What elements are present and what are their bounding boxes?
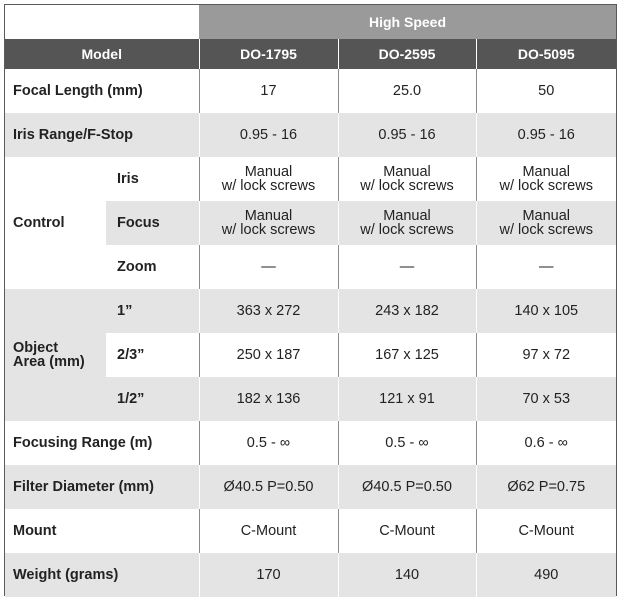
filter-diameter-value: Ø62 P=0.75: [476, 465, 616, 509]
high-speed-header: High Speed: [199, 5, 616, 39]
object-area-value: 70 x 53: [476, 377, 616, 421]
group-header-row: [5, 5, 616, 39]
control-zoom-value: —: [476, 245, 616, 289]
control-iris-value: Manual w/ lock screws: [199, 157, 338, 201]
weight-row: [5, 553, 616, 597]
control-focus-value: Manual w/ lock screws: [199, 201, 338, 245]
focal-length-value: 50: [476, 69, 616, 113]
model-1-header: DO-1795: [199, 39, 338, 69]
mount-label: Mount: [5, 509, 199, 553]
control-iris-value: Manual w/ lock screws: [338, 157, 476, 201]
iris-range-value: 0.95 - 16: [199, 113, 338, 157]
mount-value: C-Mount: [199, 509, 338, 553]
control-zoom-label: Zoom: [106, 245, 199, 289]
control-label: Control: [5, 157, 106, 289]
object-area-label: Object Area (mm): [5, 289, 106, 421]
mount-row: [5, 509, 616, 553]
object-area-value: 140 x 105: [476, 289, 616, 333]
control-iris-row: [5, 157, 616, 201]
object-area-value: 182 x 136: [199, 377, 338, 421]
object-area-value: 243 x 182: [338, 289, 476, 333]
model-header-row: [5, 39, 616, 69]
object-area-format-label: 2/3”: [106, 333, 199, 377]
focusing-range-row: [5, 421, 616, 465]
control-zoom-value: —: [338, 245, 476, 289]
object-area-value: 167 x 125: [338, 333, 476, 377]
object-area-format-label: 1/2”: [106, 377, 199, 421]
object-area-value: 97 x 72: [476, 333, 616, 377]
iris-range-label: Iris Range/F-Stop: [5, 113, 199, 157]
weight-value: 140: [338, 553, 476, 597]
model-2-header: DO-2595: [338, 39, 476, 69]
control-iris-value: Manual w/ lock screws: [476, 157, 616, 201]
focusing-range-value: 0.6 - ∞: [476, 421, 616, 465]
focusing-range-label: Focusing Range (m): [5, 421, 199, 465]
model-label: Model: [5, 39, 199, 69]
blank-cell: [5, 5, 199, 39]
object-area-value: 121 x 91: [338, 377, 476, 421]
weight-value: 490: [476, 553, 616, 597]
model-3-header: DO-5095: [476, 39, 616, 69]
control-focus-label: Focus: [106, 201, 199, 245]
mount-value: C-Mount: [476, 509, 616, 553]
mount-value: C-Mount: [338, 509, 476, 553]
spec-table: [5, 5, 616, 597]
weight-label: Weight (grams): [5, 553, 199, 597]
object-area-value: 250 x 187: [199, 333, 338, 377]
focal-length-value: 17: [199, 69, 338, 113]
focusing-range-value: 0.5 - ∞: [338, 421, 476, 465]
control-focus-value: Manual w/ lock screws: [476, 201, 616, 245]
iris-range-value: 0.95 - 16: [338, 113, 476, 157]
object-area-value: 363 x 272: [199, 289, 338, 333]
iris-range-row: [5, 113, 616, 157]
focal-length-label: Focal Length (mm): [5, 69, 199, 113]
control-zoom-value: —: [199, 245, 338, 289]
focal-length-value: 25.0: [338, 69, 476, 113]
iris-range-value: 0.95 - 16: [476, 113, 616, 157]
filter-diameter-label: Filter Diameter (mm): [5, 465, 199, 509]
filter-diameter-value: Ø40.5 P=0.50: [199, 465, 338, 509]
object-area-row-1: [5, 289, 616, 333]
control-focus-value: Manual w/ lock screws: [338, 201, 476, 245]
filter-diameter-row: [5, 465, 616, 509]
focusing-range-value: 0.5 - ∞: [199, 421, 338, 465]
object-area-format-label: 1”: [106, 289, 199, 333]
filter-diameter-value: Ø40.5 P=0.50: [338, 465, 476, 509]
focal-length-row: [5, 69, 616, 113]
control-iris-label: Iris: [106, 157, 199, 201]
weight-value: 170: [199, 553, 338, 597]
